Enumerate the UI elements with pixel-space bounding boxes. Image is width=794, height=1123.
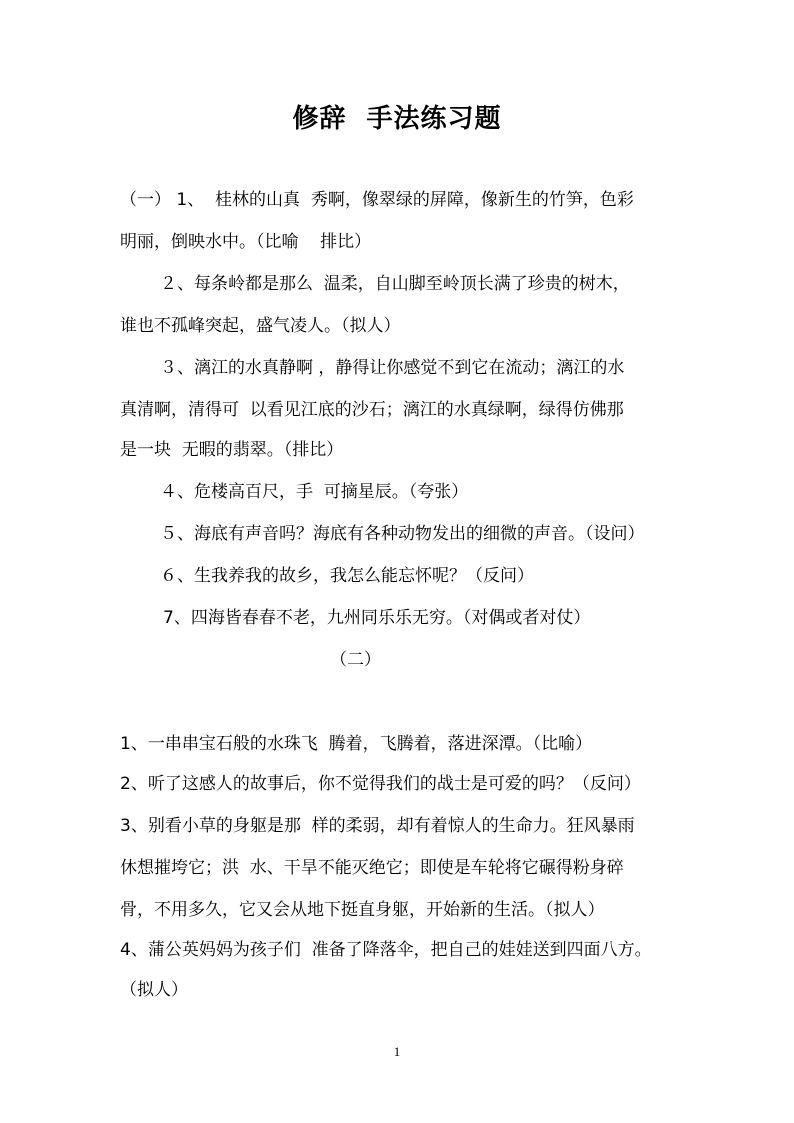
section1-line: （一） 1、 桂林的山真 秀啊，像翠绿的屏障，像新生的竹笋，色彩 [120, 190, 634, 210]
section1-line: 是一块 无暇的翡翠。（排比） [120, 440, 344, 460]
section2-line: 休想摧垮它；洪 水、干旱不能灭绝它；即使是车轮将它碾得粉身碎 [120, 858, 624, 878]
section2-line: 骨，不用多久，它又会从地下挺直身躯，开始新的生活。（拟人） [120, 900, 605, 920]
section1-line: ３、漓江的水真静啊 ，静得让你感觉不到它在流动；漓江的水 [160, 358, 625, 378]
section2-line: 1、一串串宝石般的水珠飞 腾着，飞腾着，落进深潭。（比喻） [120, 734, 593, 754]
section2-line: 4、蒲公英妈妈为孩子们 准备了降落伞，把自己的娃娃送到四面八方。 [120, 940, 652, 960]
section1-line: ５、海底有声音吗？海底有各种动物发出的细微的声音。（设问） [160, 524, 645, 544]
section2-heading: （二） [330, 650, 381, 670]
section2-line: 3、别看小草的身躯是那 样的柔弱，却有着惊人的生命力。狂风暴雨 [120, 816, 635, 836]
section1-line: 7、四海皆春春不老，九州同乐乐无穷。（对偶或者对仗） [163, 608, 591, 628]
section1-line: ６、生我养我的故乡，我怎么能忘怀呢？（反问） [160, 566, 534, 586]
page-title: 修辞 手法练习题 [292, 104, 502, 134]
section1-line: 明丽，倒映水中。（比喻 排比） [120, 232, 372, 252]
section2-line: 2、听了这感人的故事后，你不觉得我们的战士是可爱的吗？（反问） [120, 774, 641, 794]
section2-line: （拟人） [120, 980, 188, 1000]
section1-line: 真清啊，清得可 以看见江底的沙石；漓江的水真绿啊，绿得仿佛那 [120, 400, 624, 420]
section1-line: ２、每条岭都是那么 温柔，自山脚至岭顶长满了珍贵的树木， [160, 274, 630, 294]
section1-line: ４、危楼高百尺，手 可摘星辰。（夸张） [160, 482, 469, 502]
page-number: 1 [393, 1044, 401, 1059]
section1-line: 谁也不孤峰突起，盛气凌人。（拟人） [120, 316, 401, 336]
